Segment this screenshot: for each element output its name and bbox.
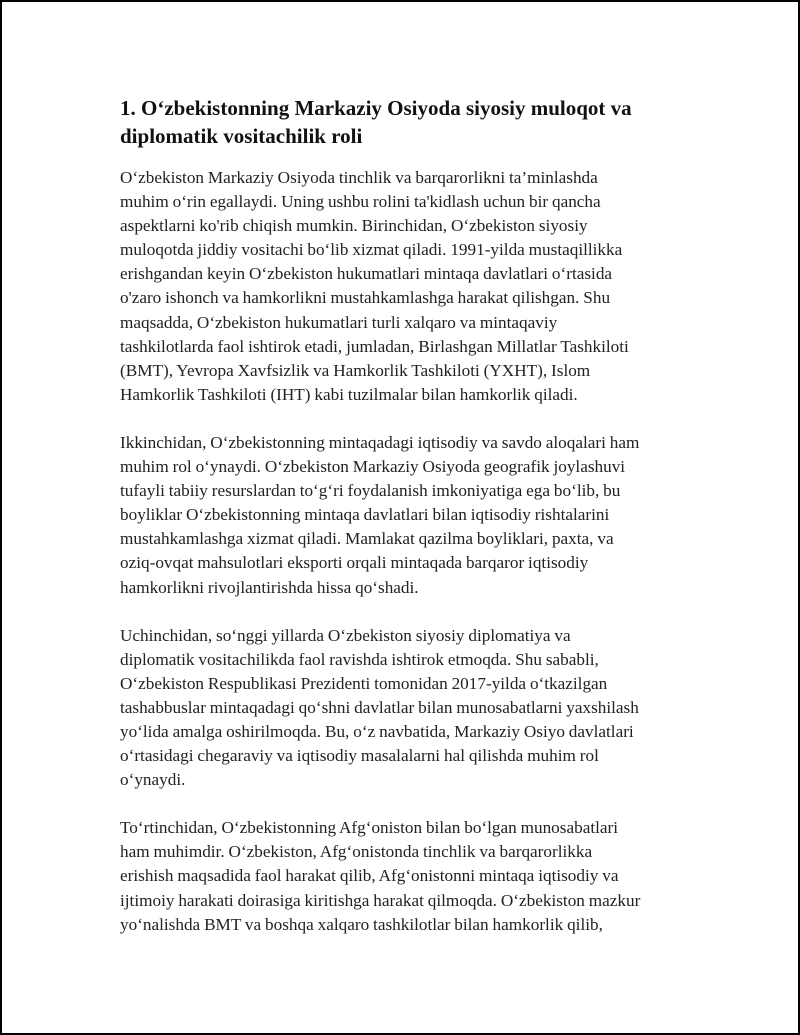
- paragraph-2: [120, 431, 690, 600]
- text-line: mustahkamlashga xizmat qiladi. Mamlakat qazilma boyliklari, paxta, va: [120, 529, 614, 549]
- text-line: yo‘lida amalga oshirilmoqda. Bu, o‘z navbatida, Markaziy Osiyo davlatlari: [120, 721, 634, 741]
- text-line: muhim rol o‘ynaydi. O‘zbekiston Markaziy Osiyoda geografik joylashuvi: [120, 457, 626, 477]
- text-line: tashabbuslar mintaqadagi qo‘shni davlatlar bilan munosabatlarni yaxshilash: [120, 697, 639, 717]
- text-line: boyliklar O‘zbekistonning mintaqa davlatlari bilan iqtisodiy rishtalarini: [120, 505, 610, 525]
- text-line: o‘ynaydi.: [120, 770, 186, 790]
- text-line: aspektlarni ko'rib chiqish mumkin. Birinchidan, O‘zbekiston siyosiy: [120, 216, 588, 236]
- text-line: o‘rtasidagi chegaraviy va iqtisodiy masalalarni hal qilishda muhim rol: [120, 746, 599, 766]
- text-line: (BMT), Yevropa Xavfsizlik va Hamkorlik Tashkiloti (YXHT), Islom: [120, 360, 591, 380]
- text-line: muloqotda jiddiy vositachi bo‘lib xizmat qiladi. 1991-yilda mustaqillikka: [120, 240, 623, 260]
- text-line: erishish maqsadida faol harakat qilib, Afg‘onistonni mintaqa iqtisodiy va: [120, 866, 619, 886]
- text-line: diplomatik vositachilikda faol ravishda ishtirok etmoqda. Shu sababli,: [120, 649, 599, 669]
- section-heading: [120, 94, 690, 150]
- text-line: O‘zbekiston Markaziy Osiyoda tinchlik va barqarorlikni ta’minlashda: [120, 168, 598, 187]
- text-line: Uchinchidan, so‘nggi yillarda O‘zbekiston siyosiy diplomatiya va: [120, 625, 571, 645]
- text-line: hamkorlikni rivojlantirishda hissa qo‘shadi.: [120, 577, 419, 597]
- text-line: ijtimoiy harakati doirasiga kiritishga harakat qilmoqda. O‘zbekiston mazkur: [120, 890, 641, 910]
- text-line: tashkilotlarda faol ishtirok etadi, jumladan, Birlashgan Millatlar Tashkiloti: [120, 336, 629, 356]
- text-line: To‘rtinchidan, O‘zbekistonning Afg‘oniston bilan bo‘lgan munosabatlari: [120, 818, 618, 838]
- heading-line: diplomatik vositachilik roli: [120, 124, 363, 148]
- text-line: oziq-ovqat mahsulotlari eksporti orqali mintaqada barqaror iqtisodiy: [120, 553, 589, 573]
- text-line: ham muhimdir. O‘zbekiston, Afg‘onistonda tinchlik va barqarorlikka: [120, 842, 593, 862]
- paragraph-3: [120, 624, 690, 793]
- paragraph-4: [120, 816, 690, 936]
- text-line: muhim o‘rin egallaydi. Uning ushbu rolini ta'kidlash uchun bir qancha: [120, 192, 601, 212]
- text-line: Hamkorlik Tashkiloti (IHT) kabi tuzilmalar bilan hamkorlik qiladi.: [120, 384, 578, 404]
- text-line: erishgandan keyin O‘zbekiston hukumatlari mintaqa davlatlari o‘rtasida: [120, 264, 613, 284]
- text-line: maqsadda, O‘zbekiston hukumatlari turli xalqaro va mintaqaviy: [120, 312, 558, 332]
- text-line: yo‘nalishda BMT va boshqa xalqaro tashkilotlar bilan hamkorlik qilib,: [120, 914, 603, 934]
- paragraph-1: [120, 166, 690, 407]
- text-line: O‘zbekiston Respublikasi Prezidenti tomonidan 2017-yilda o‘tkazilgan: [120, 673, 608, 693]
- text-line: o'zaro ishonch va hamkorlikni mustahkamlashga harakat qilishgan. Shu: [120, 288, 611, 308]
- document-body: [120, 94, 690, 961]
- text-line: tufayli tabiiy resurslardan to‘g‘ri foydalanish imkoniyatiga ega bo‘lib, bu: [120, 481, 621, 501]
- heading-line: 1. O‘zbekistonning Markaziy Osiyoda siyosiy muloqot va: [120, 96, 632, 120]
- text-line: Ikkinchidan, O‘zbekistonning mintaqadagi iqtisodiy va savdo aloqalari ham: [120, 432, 640, 452]
